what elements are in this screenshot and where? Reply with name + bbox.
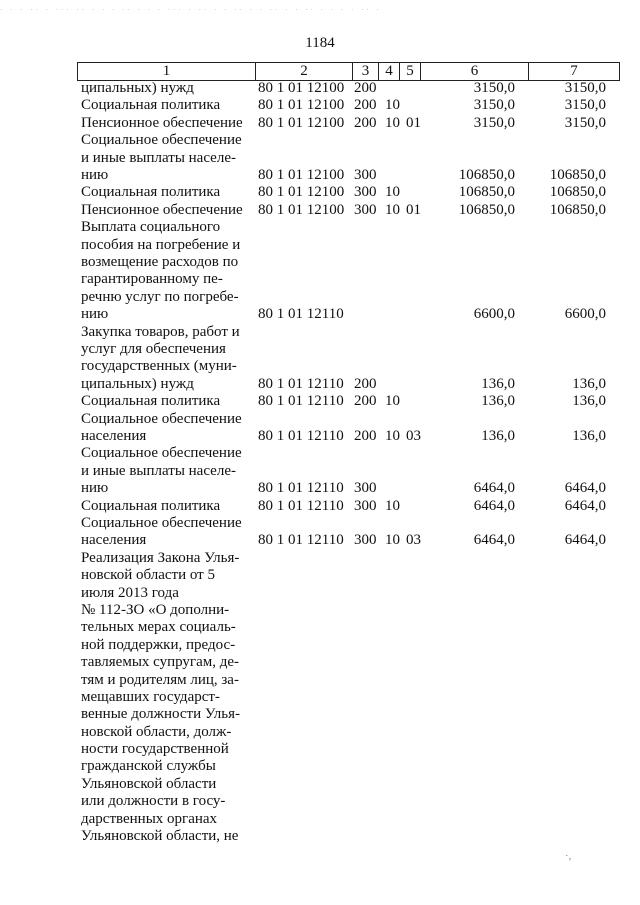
subsection-code: 03 [406,532,421,549]
table-row [0,515,640,550]
amount-col-7: 6464,0 [564,480,606,497]
description-line: Социальное обеспечение [81,445,242,462]
expense-type: 300 [354,201,377,218]
header-col-5: 5 [400,63,421,81]
target-code: 80 1 01 12100 [258,166,345,183]
amount-col-7: 106850,0 [549,184,606,201]
row-description [81,97,248,114]
description-line: новской области от 5 [81,567,215,584]
expense-type: 200 [354,114,377,131]
description-line: пособия на погребение и [81,236,241,253]
target-code: 80 1 01 12110 [258,393,344,410]
amount-col-7: 6600,0 [564,306,606,323]
amount-col-7: 136,0 [572,393,606,410]
target-code: 80 1 01 12110 [258,532,344,549]
expense-type: 200 [354,80,377,96]
amount-col-6: 3150,0 [473,114,515,131]
expense-type: 300 [354,480,377,497]
description-line: гарантированному пе- [81,271,223,288]
amount-col-6: 136,0 [481,393,515,410]
description-line: Социальная политика [81,97,221,114]
description-line: венные должности Улья- [81,706,241,723]
description-line: ности государственной [81,741,229,758]
description-line: Социальное обеспечение [81,410,242,427]
description-line: нию [81,306,109,323]
description-line: нию [81,480,109,497]
target-code: 80 1 01 12100 [258,80,345,96]
scan-mark: ·, [565,850,572,862]
table-row [0,184,640,201]
description-line: или должности в госу- [81,793,226,810]
header-col-7: 7 [529,63,620,81]
header-col-4: 4 [379,63,400,81]
table-row [0,393,640,410]
amount-col-6: 3150,0 [473,80,515,96]
target-code: 80 1 01 12100 [258,184,345,201]
expense-type: 200 [354,393,377,410]
description-line: нию [81,166,109,183]
amount-col-7: 3150,0 [564,97,606,114]
amount-col-6: 3150,0 [473,97,515,114]
target-code: 80 1 01 12100 [258,114,345,131]
header-col-6: 6 [421,63,529,81]
section-code: 10 [385,97,400,114]
expense-type: 300 [354,532,377,549]
header-col-1: 1 [78,63,256,81]
scan-noise: · · · ·· · ··· ·· · · · ·· · · · ··· · ·· · · ·· · · ·· · · ·· · · · · ·· · [0,6,382,12]
amount-col-6: 106850,0 [458,184,515,201]
row-description [81,411,248,446]
amount-col-6: 106850,0 [458,201,515,218]
section-code: 10 [385,114,400,131]
description-line: услуг для обеспечения [81,340,226,357]
amount-col-7: 6464,0 [564,532,606,549]
description-line: № 112-ЗО «О дополни- [81,601,230,618]
target-code: 80 1 01 12110 [258,480,344,497]
section-code: 10 [385,532,400,549]
row-description [81,115,248,132]
section-code: 10 [385,184,400,201]
header-col-2: 2 [256,63,353,81]
description-line: речню услуг по погребе- [81,288,239,305]
target-code: 80 1 01 12110 [258,497,344,514]
amount-col-6: 6464,0 [473,480,515,497]
description-line: возмещение расходов по [81,253,239,270]
table-row [0,115,640,132]
description-line: населения [81,427,147,444]
amount-col-7: 106850,0 [549,201,606,218]
expense-type: 300 [354,497,377,514]
table-row [0,445,640,497]
amount-col-7: 6464,0 [564,497,606,514]
target-code: 80 1 01 12100 [258,201,345,218]
subsection-code: 03 [406,427,421,444]
section-code: 10 [385,393,400,410]
description-line: Ульяновской области, не [81,828,239,845]
row-description [81,515,248,550]
section-code: 10 [385,497,400,514]
table-row [0,550,640,846]
table-row [0,498,640,515]
table-row [0,80,640,97]
row-description [81,202,248,219]
header-col-3: 3 [353,63,379,81]
expense-type: 200 [354,97,377,114]
amount-col-6: 6464,0 [473,532,515,549]
description-line: государственных (муни- [81,358,237,375]
expense-type: 300 [354,184,377,201]
amount-col-7: 3150,0 [564,114,606,131]
table-row [0,132,640,184]
amount-col-7: 136,0 [572,427,606,444]
table-header [77,62,620,81]
amount-col-6: 6464,0 [473,497,515,514]
description-line: Социальная политика [81,184,221,201]
target-code: 80 1 01 12110 [258,375,344,392]
amount-col-6: 106850,0 [458,166,515,183]
description-line: ципальных) нужд [81,80,194,96]
row-description [81,80,248,97]
row-description [81,219,248,323]
description-line: новской области, долж- [81,723,232,740]
description-line: Закупка товаров, работ и [81,323,240,340]
table-row [0,97,640,114]
description-line: июля 2013 года [81,584,179,601]
amount-col-7: 136,0 [572,375,606,392]
description-line: Социальная политика [81,497,221,514]
description-line: Пенсионное обеспечение [81,114,243,131]
description-line: Социальное обеспечение [81,515,242,531]
expense-type: 300 [354,166,377,183]
description-line: Социальная политика [81,393,221,410]
amount-col-7: 106850,0 [549,166,606,183]
description-line: и иные выплаты населе- [81,149,236,166]
description-line: мещавших государст- [81,688,220,705]
target-code: 80 1 01 12110 [258,427,344,444]
table-row [0,202,640,219]
description-line: Реализация Закона Улья- [81,549,240,566]
page-number: 1184 [305,35,335,51]
description-line: дарственных органах [81,810,218,827]
amount-col-6: 136,0 [481,427,515,444]
description-line: тельных мерах социаль- [81,619,236,636]
section-code: 10 [385,201,400,218]
table-row [0,324,640,394]
row-description [81,445,248,497]
table-row [0,219,640,323]
table-header-row [78,63,620,81]
target-code: 80 1 01 12100 [258,97,345,114]
description-line: ципальных) нужд [81,375,194,392]
row-description [81,393,248,410]
subsection-code: 01 [406,201,421,218]
description-line: населения [81,532,147,549]
description-line: ной поддержки, предос- [81,636,236,653]
table-row [0,411,640,446]
description-line: Социальное обеспечение [81,132,242,149]
row-description [81,498,248,515]
row-description [81,550,248,846]
target-code: 80 1 01 12110 [258,306,344,323]
row-description [81,132,248,184]
amount-col-6: 6600,0 [473,306,515,323]
amount-col-6: 136,0 [481,375,515,392]
description-line: Пенсионное обеспечение [81,201,243,218]
expense-type: 200 [354,427,377,444]
amount-col-7: 3150,0 [564,80,606,96]
row-description [81,184,248,201]
section-code: 10 [385,427,400,444]
expense-type: 200 [354,375,377,392]
description-line: тавляемых супругам, де- [81,654,240,671]
description-line: Выплата социального [81,219,221,236]
subsection-code: 01 [406,114,421,131]
description-line: тям и родителям лиц, за- [81,671,239,688]
description-line: Ульяновской области [81,775,217,792]
row-description [81,324,248,394]
description-line: гражданской службы [81,758,216,775]
description-line: и иные выплаты населе- [81,462,236,479]
